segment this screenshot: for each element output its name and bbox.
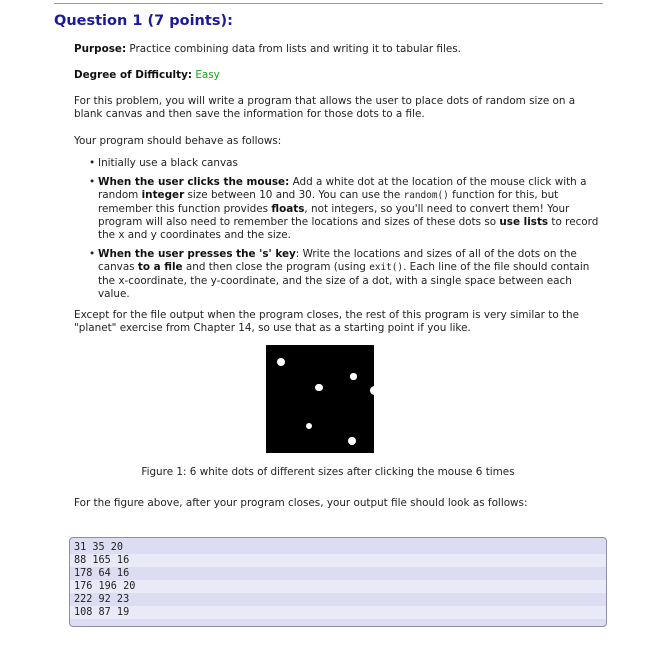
bullet-lead: When the user clicks the mouse: xyxy=(98,176,290,189)
bold-term: floats xyxy=(271,202,305,215)
question-title: Question 1 (7 points): xyxy=(54,13,233,29)
difficulty-value: Easy xyxy=(195,69,220,81)
bullet-text: to record the x and y coordinates and the size. xyxy=(98,215,599,242)
inline-code: exit() xyxy=(369,262,404,274)
list-item xyxy=(74,248,604,301)
behave-paragraph: Your program should behave as follows: xyxy=(74,135,282,147)
bullet-text: size between 10 and 30. You can use the xyxy=(184,189,404,202)
output-line: 178 64 16 xyxy=(74,568,130,579)
white-dot xyxy=(370,386,379,395)
figure-canvas xyxy=(266,345,374,453)
output-line: 88 165 16 xyxy=(70,554,606,567)
bullet-text: , not integers, so you'll need to convert them! Your program will also need to remember the locations and sizes of these dots so xyxy=(98,202,570,228)
bold-term: to a file xyxy=(137,261,183,274)
after-paragraph: For the figure above, after your program closes, your output file should look as follows: xyxy=(74,497,528,509)
white-dot xyxy=(315,384,322,391)
bullet-icon: • xyxy=(89,176,96,189)
difficulty-line xyxy=(74,69,220,82)
purpose-line xyxy=(74,43,461,56)
output-line: 176 196 20 xyxy=(70,580,606,593)
white-dot xyxy=(277,358,285,366)
output-file-box xyxy=(69,537,607,627)
bullet-text: . Each line of the file should contain the x-coordinate, the y-coordinate, and the size of a dot, with a single space between each value. xyxy=(98,261,590,300)
bullet-lead: When the user presses the 's' key xyxy=(98,248,296,261)
white-dot xyxy=(348,437,356,445)
bold-term: integer xyxy=(141,189,185,202)
output-line: 31 35 20 xyxy=(74,542,124,553)
bullet-text: function for this, but remember this function provides xyxy=(98,189,559,215)
figure-caption: Figure 1: 6 white dots of different sizes after clicking the mouse 6 times xyxy=(141,466,515,478)
bold-term: use lists xyxy=(499,215,549,228)
intro-paragraph: For this problem, you will write a program that allows the user to place dots of random size on a blank canvas and then save the information for those dots to a file. xyxy=(74,95,576,121)
output-line: 222 92 23 xyxy=(74,594,130,605)
white-dot xyxy=(350,373,356,379)
bullet-icon: • xyxy=(89,157,96,169)
bullet-text: : Write the locations and sizes of all of the dots on the canvas xyxy=(98,248,577,274)
bullet-text: Initially use a black canvas xyxy=(98,157,238,169)
output-file-lines xyxy=(70,538,606,619)
behavior-list xyxy=(74,157,604,307)
bullet-text: Add a white dot at the location of the mouse click with a random xyxy=(98,176,587,202)
inline-code: random() xyxy=(403,190,449,202)
list-item xyxy=(74,157,604,170)
bullet-icon: • xyxy=(89,248,96,261)
list-item xyxy=(74,176,604,242)
purpose-label: Purpose: xyxy=(74,43,127,55)
purpose-text: Practice combining data from lists and writing it to tabular files. xyxy=(126,43,461,55)
difficulty-label: Degree of Difficulty: xyxy=(74,69,193,81)
closing-paragraph: Except for the file output when the program closes, the rest of this program is very similar to the "planet" exercise from Chapter 14, so use that as a starting point if you like. xyxy=(74,309,580,335)
white-dot xyxy=(306,423,312,429)
bullet-text: and then close the program (using xyxy=(182,261,370,274)
top-rule xyxy=(54,3,603,4)
output-line: 108 87 19 xyxy=(70,606,606,619)
